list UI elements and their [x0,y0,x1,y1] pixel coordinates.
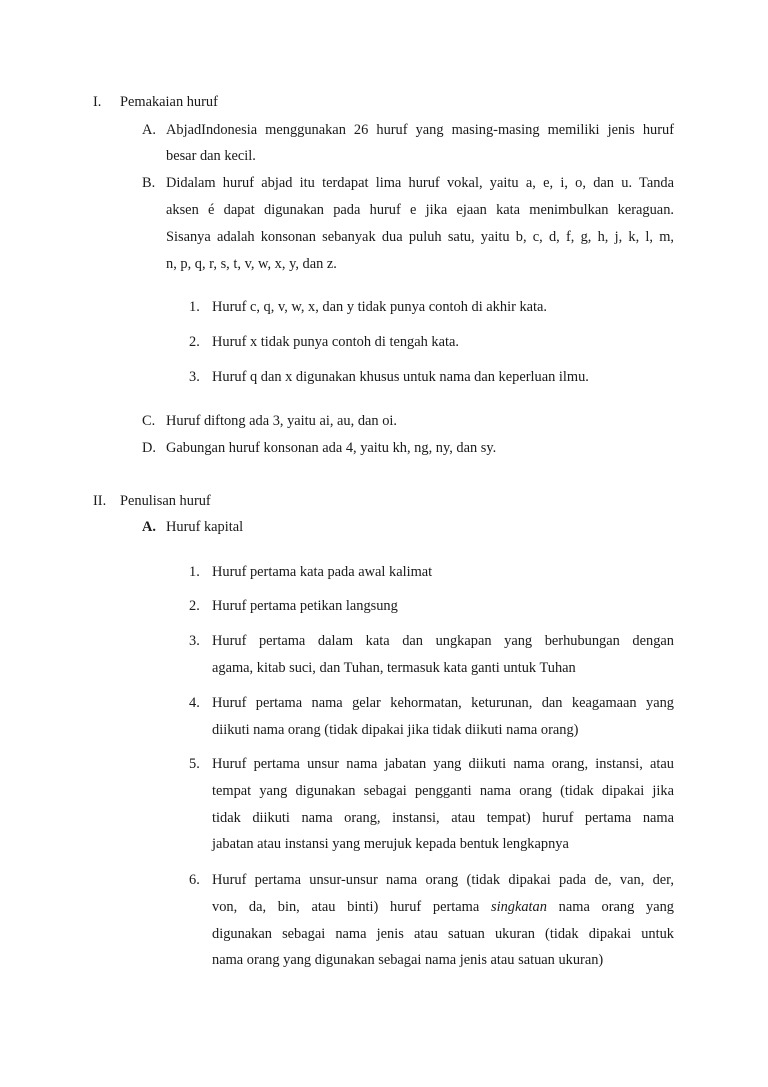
item-d-text: Gabungan huruf konsonan ada 4, yaitu kh, ng, ny, dan sy. [166,440,497,456]
kapital-2-num: 2. [189,598,200,614]
item-b-line-1: Didalam huruf abjad itu terdapat lima huruf vokal, yaitu a, e, i, o, dan u. Tanda [166,175,674,191]
item-a-label: A. [142,122,156,138]
kapital-2-text: Huruf pertama petikan langsung [212,598,398,614]
kapital-6-num: 6. [189,872,200,888]
kapital-6-line-2-pre: von, da, bin, atau binti) huruf pertama [212,899,491,915]
subsection-a-label: A. [142,519,156,535]
sublist-1-text: Huruf c, q, v, w, x, dan y tidak punya contoh di akhir kata. [212,299,548,315]
kapital-6-italic-term: singkatan [490,899,547,915]
section-2-number: II. [93,493,107,509]
item-c-text: Huruf diftong ada 3, yaitu ai, au, dan oi. [166,413,397,429]
kapital-1-num: 1. [189,564,200,580]
kapital-3-num: 3. [189,633,200,649]
item-a-line-2: besar dan kecil. [166,148,256,164]
section-2-title: Penulisan huruf [120,493,211,509]
kapital-1-text: Huruf pertama kata pada awal kalimat [212,564,433,580]
item-b-line-2: aksen é dapat digunakan pada huruf e jika ejaan kata menimbulkan keraguan. [166,202,674,218]
section-1-title: Pemakaian huruf [120,94,218,110]
kapital-4-num: 4. [189,695,200,711]
kapital-3-line-2: agama, kitab suci, dan Tuhan, termasuk kata ganti untuk Tuhan [212,660,576,676]
kapital-5-line-2: tempat yang digunakan sebagai pengganti nama orang (tidak dipakai jika [212,783,674,799]
kapital-5-line-1: Huruf pertama unsur nama jabatan yang diikuti nama orang, instansi, atau [212,756,674,772]
kapital-5-num: 5. [189,756,200,772]
kapital-3-line-1: Huruf pertama dalam kata dan ungkapan yang berhubungan dengan [212,633,674,649]
item-c-label: C. [142,413,156,429]
kapital-4-line-2: diikuti nama orang (tidak dipakai jika tidak diikuti nama orang) [212,722,579,738]
item-d-label: D. [142,440,156,456]
section-1-number: I. [93,94,102,110]
kapital-6-line-2 [212,894,674,920]
kapital-6-line-1: Huruf pertama unsur-unsur nama orang (tidak dipakai pada de, van, der, [212,872,674,888]
kapital-4-line-1: Huruf pertama nama gelar kehormatan, keturunan, dan keagamaan yang [212,695,674,711]
sublist-3-num: 3. [189,369,200,385]
kapital-5-line-3: tidak diikuti nama orang, instansi, atau tempat) huruf pertama nama [212,810,674,826]
kapital-5-line-4: jabatan atau instansi yang merujuk kepada bentuk lengkapnya [212,836,569,852]
sublist-1-num: 1. [189,299,200,315]
kapital-6-line-4: nama orang yang digunakan sebagai nama jenis atau satuan ukuran) [212,952,604,968]
sublist-2-text: Huruf x tidak punya contoh di tengah kata. [212,334,459,350]
item-b-line-3: Sisanya adalah konsonan sebanyak dua puluh satu, yaitu b, c, d, f, g, h, j, k, l, m, [166,229,674,245]
item-b-line-4: n, p, q, r, s, t, v, w, x, y, dan z. [166,256,337,272]
sublist-2-num: 2. [189,334,200,350]
item-a-line-1: AbjadIndonesia menggunakan 26 huruf yang masing-masing memiliki jenis huruf [166,122,674,138]
kapital-6-line-3: digunakan sebagai nama jenis atau satuan ukuran (tidak dipakai untuk [212,926,674,942]
item-b-label: B. [142,175,156,191]
kapital-6-line-2-post: nama orang yang [546,899,674,915]
sublist-3-text: Huruf q dan x digunakan khusus untuk nama dan keperluan ilmu. [212,369,589,385]
subsection-a-title: Huruf kapital [166,519,244,535]
